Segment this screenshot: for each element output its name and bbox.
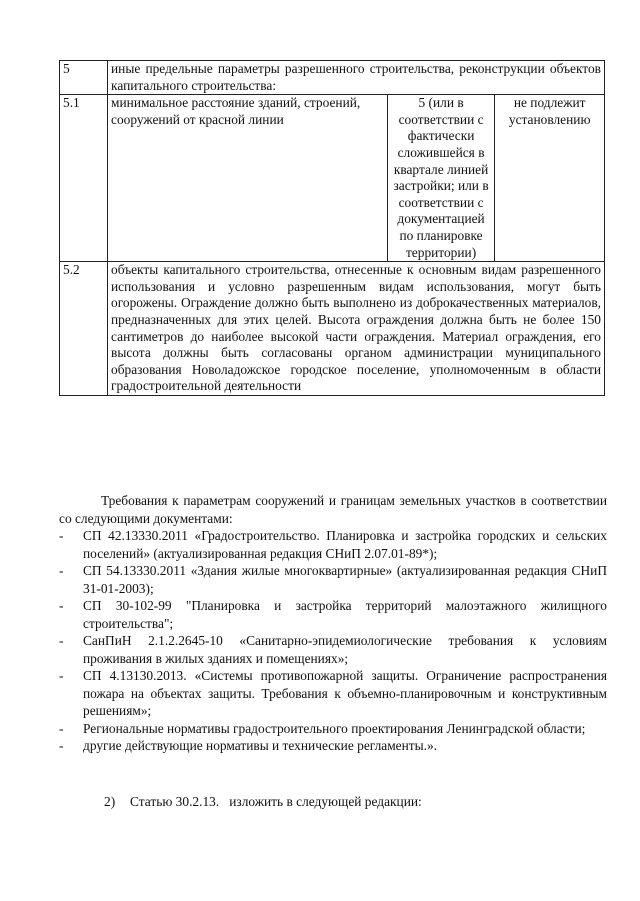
dash-marker: - bbox=[59, 598, 64, 613]
dash-marker: - bbox=[59, 720, 64, 736]
table-row bbox=[60, 262, 605, 396]
dash-marker: - bbox=[59, 668, 64, 683]
list-item-text: Региональные нормативы градостроительного проектирования Ленинградской области; bbox=[83, 720, 586, 736]
row-text: минимальное расстояние зданий, строений, сооружений от красной линии bbox=[108, 95, 388, 262]
dash-marker: - bbox=[59, 633, 64, 648]
list-item bbox=[59, 562, 607, 597]
list-item-text: СанПиН 2.1.2.2645-10 «Санитарно-эпидемиологические требования к условиям проживания в жилых зданиях и помещениях»; bbox=[83, 633, 607, 666]
list-item-text: СП 54.13330.2011 «Здания жилые многоквартирные» (актуализированная редакция СНиП 31-01-2003); bbox=[83, 563, 607, 596]
list-item bbox=[59, 720, 607, 738]
dash-marker: - bbox=[59, 738, 64, 753]
table-row bbox=[60, 61, 605, 95]
dash-marker: - bbox=[59, 563, 64, 578]
row-text: объекты капитального строительства, отнесенные к основным видам разрешенного использования и условно разрешенным видам использования, могут быть огорожены. Ограждение должно быть выполнено из доброкачественных материалов, предназначенных для этих целей. Высота ограждения должна быть не более 150 сантиметров до наиболее высокой части ограждения. Материал ограждения, его высота должны быть согласованы органом администрации муниципального образования Новоладожское городское поселение, уполномоченным в области градостроительной деятельности bbox=[108, 262, 605, 396]
row-value: 5 (или в соответствии с фактически сложившейся в квартале линией застройки; или в соответствии с документацией по планировке территории) bbox=[387, 95, 495, 262]
row-text: иные предельные параметры разрешенного строительства, реконструкции объектов капитального строительства: bbox=[108, 61, 605, 95]
requirements-intro: Требования к параметрам сооружений и границам земельных участков в соответствии со следующими документами: bbox=[59, 493, 607, 526]
dash-marker: - bbox=[59, 528, 64, 543]
list-item bbox=[59, 597, 607, 632]
row-number: 5.2 bbox=[60, 262, 108, 396]
point-number: 2) bbox=[104, 794, 116, 809]
list-item-text: СП 4.13130.2013. «Системы противопожарной защиты. Ограничение распространения пожара на объектах защиты. Требования к объемно-планировочным и конструктивным решениям»; bbox=[83, 668, 607, 718]
row-number: 5 bbox=[60, 61, 108, 95]
list-item-text: СП 42.13330.2011 «Градостроительство. Планировка и застройка городских и сельских поселений» (актуализированная редакция СНиП 2.07.01-89*); bbox=[83, 528, 607, 561]
point-2 bbox=[104, 793, 422, 810]
list-item bbox=[59, 527, 607, 562]
table-row bbox=[60, 95, 605, 262]
list-item-text: другие действующие нормативы и технические регламенты.». bbox=[83, 738, 438, 753]
requirements-section bbox=[59, 492, 607, 755]
parameters-table bbox=[59, 60, 605, 396]
point-text: Статью 30.2.13. изложить в следующей редакции: bbox=[130, 794, 422, 809]
list-item bbox=[59, 737, 607, 755]
list-item-text: СП 30-102-99 "Планировка и застройка территорий малоэтажного жилищного строительства"; bbox=[83, 598, 607, 631]
list-item bbox=[59, 667, 607, 720]
row-limit: не подлежит установлению bbox=[495, 95, 605, 262]
requirements-list bbox=[59, 527, 607, 755]
list-item bbox=[59, 632, 607, 667]
row-number: 5.1 bbox=[60, 95, 108, 262]
